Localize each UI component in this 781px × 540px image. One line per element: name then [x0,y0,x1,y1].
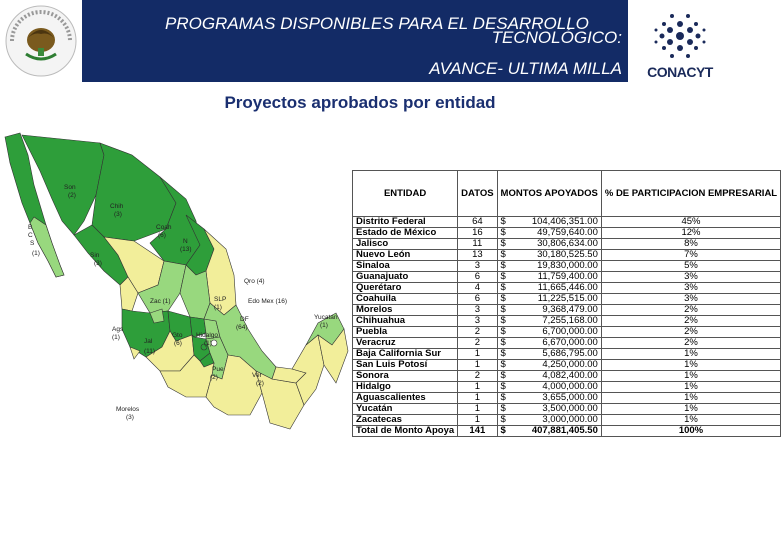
cell-currency: $ [497,371,513,382]
cell-currency: $ [497,349,513,360]
cell-participacion: 12% [601,228,780,239]
table-row [353,217,781,228]
table-row [353,294,781,305]
map-label: (2) [256,380,264,387]
cell-monto: 30,806,634.00 [513,239,602,250]
cell-monto: 19,830,000.00 [513,261,602,272]
map-label: (1) [214,304,222,311]
map-label: Pue [212,366,224,373]
cell-currency: $ [497,283,513,294]
cell-currency: $ [497,338,513,349]
cell-participacion: 3% [601,283,780,294]
cell-entidad: Distrito Federal [353,217,458,228]
cell-datos: 141 [458,426,497,437]
table-row [353,272,781,283]
map-label: Chih [110,203,124,210]
cell-datos: 4 [458,283,497,294]
cell-datos: 6 [458,272,497,283]
cell-datos: 3 [458,261,497,272]
map-label: (2) [68,192,76,199]
cell-participacion: 7% [601,250,780,261]
map-label: Sin [90,252,100,259]
column-header-entidad: ENTIDAD [353,171,458,217]
cell-datos: 16 [458,228,497,239]
cell-monto: 7,255,168.00 [513,316,602,327]
map-label: (1) [32,250,40,257]
table-row [353,261,781,272]
cell-currency: $ [497,404,513,415]
cell-monto: 30,180,525.50 [513,250,602,261]
cell-monto: 11,225,515.00 [513,294,602,305]
cell-monto: 4,250,000.00 [513,360,602,371]
cell-datos: 1 [458,360,497,371]
map-label: (6) [158,232,166,239]
cell-datos: 1 [458,349,497,360]
cell-currency: $ [497,228,513,239]
cell-entidad: Total de Monto Apoya [353,426,458,437]
cell-monto: 5,686,795.00 [513,349,602,360]
cell-participacion: 2% [601,327,780,338]
column-header-participacion: % DE PARTICIPACION EMPRESARIAL [601,171,780,217]
cell-monto: 3,655,000.00 [513,393,602,404]
cell-participacion: 2% [601,338,780,349]
cell-currency: $ [497,327,513,338]
table-row [353,360,781,371]
cell-participacion: 3% [601,294,780,305]
table-row [353,415,781,426]
table-total-row [353,426,781,437]
cell-monto: 4,082,400.00 [513,371,602,382]
cell-datos: 2 [458,327,497,338]
cell-participacion: 1% [601,349,780,360]
map-label: Morelos [116,406,140,413]
cell-datos: 13 [458,250,497,261]
cell-datos: 11 [458,239,497,250]
cell-currency: $ [497,393,513,404]
cell-entidad: Jalisco [353,239,458,250]
map-label: (6) [174,340,182,347]
cell-monto: 11,759,400.00 [513,272,602,283]
table-row [353,382,781,393]
map-label: Ver [252,372,262,379]
cell-monto: 3,000,000.00 [513,415,602,426]
cell-participacion: 1% [601,360,780,371]
map-label: (3) [114,211,122,218]
cell-datos: 2 [458,371,497,382]
map-label: (1) [112,334,120,341]
table-row [353,327,781,338]
page-subtitle: Proyectos aprobados por entidad [224,93,496,112]
table-row [353,250,781,261]
map-label: DF [240,316,249,323]
map-label: (64) [236,324,248,331]
cell-datos: 1 [458,404,497,415]
map-label: Jal [144,338,153,345]
cell-entidad: Nuevo León [353,250,458,261]
cell-monto: 11,665,446.00 [513,283,602,294]
map-label: (13) [180,246,192,253]
cell-monto: 6,670,000.00 [513,338,602,349]
table-row [353,371,781,382]
cell-datos: 2 [458,338,497,349]
map-label: C [28,232,33,239]
map-label: (1) [320,322,328,329]
map-label: (2) [210,374,218,381]
map-label: Coah [156,224,172,231]
cell-currency: $ [497,250,513,261]
cell-participacion: 1% [601,382,780,393]
cell-datos: 1 [458,382,497,393]
header-title-line2: TECNOLÓGICO: [491,28,622,47]
map-label: SLP [214,296,227,303]
table-row [353,239,781,250]
projects-table [352,170,781,437]
cell-participacion: 100% [601,426,780,437]
cell-monto: 6,700,000.00 [513,327,602,338]
cell-monto: 4,000,000.00 [513,382,602,393]
map-label: Edo Mex (16) [248,298,288,305]
map-label: Qro (4) [244,278,265,285]
cell-participacion: 3% [601,272,780,283]
cell-entidad: Guanajuato [353,272,458,283]
cell-participacion: 2% [601,316,780,327]
cell-entidad: Aguascalientes [353,393,458,404]
map-label: (3) [94,260,102,267]
cell-currency: $ [497,217,513,228]
cell-participacion: 1% [601,415,780,426]
cell-currency: $ [497,272,513,283]
map-label: (3) [126,414,134,421]
cell-currency: $ [497,316,513,327]
cell-currency: $ [497,382,513,393]
cell-currency: $ [497,294,513,305]
conacyt-logo-text: CONACYT [647,64,713,80]
cell-entidad: Veracruz [353,338,458,349]
cell-entidad: Chihuahua [353,316,458,327]
map-label: (1) [204,340,212,347]
cell-datos: 1 [458,393,497,404]
cell-currency: $ [497,239,513,250]
cell-participacion: 1% [601,371,780,382]
cell-entidad: Sonora [353,371,458,382]
cell-entidad: Puebla [353,327,458,338]
table-row [353,338,781,349]
cell-participacion: 45% [601,217,780,228]
cell-entidad: Zacatecas [353,415,458,426]
cell-currency: $ [497,426,513,437]
table-row [353,228,781,239]
map-label: Zac (1) [150,298,171,305]
cell-participacion: 8% [601,239,780,250]
cell-entidad: Morelos [353,305,458,316]
cell-currency: $ [497,305,513,316]
cell-datos: 3 [458,305,497,316]
cell-monto: 49,759,640.00 [513,228,602,239]
cell-entidad: Querétaro [353,283,458,294]
header-title-line3: AVANCE- ULTIMA MILLA [429,59,622,78]
map-label: Son [64,184,76,191]
cell-monto: 104,406,351.00 [513,217,602,228]
mexico-coat-of-arms-icon [4,4,78,78]
cell-entidad: Hidalgo [353,382,458,393]
map-state-baja-california-sur [30,217,64,277]
cell-entidad: Baja California Sur [353,349,458,360]
map-label: B [28,224,33,231]
table-row [353,283,781,294]
table-row [353,349,781,360]
map-label: S [30,240,35,247]
map-label: Ags [112,326,124,333]
map-label: Yucatan [314,314,338,321]
cell-datos: 1 [458,415,497,426]
map-label: Hidalgo [196,332,219,339]
cell-monto: 407,881,405.50 [513,426,602,437]
cell-currency: $ [497,360,513,371]
cell-participacion: 5% [601,261,780,272]
cell-currency: $ [497,415,513,426]
table-row [353,404,781,415]
table-row [353,305,781,316]
cell-participacion: 2% [601,305,780,316]
table-body [353,217,781,437]
cell-datos: 3 [458,316,497,327]
cell-entidad: Estado de México [353,228,458,239]
map-label: (11) [144,348,156,355]
map-label: N [183,238,188,245]
cell-entidad: Yucatán [353,404,458,415]
header-title-line1: PROGRAMAS DISPONIBLES PARA EL DESARROLLO [165,14,589,33]
column-header-datos: DATOS [458,171,497,217]
cell-currency: $ [497,261,513,272]
table-row [353,393,781,404]
cell-entidad: Coahuila [353,294,458,305]
cell-monto: 9,368,479.00 [513,305,602,316]
cell-datos: 64 [458,217,497,228]
header [0,0,720,82]
cell-participacion: 1% [601,404,780,415]
cell-participacion: 1% [601,393,780,404]
cell-datos: 6 [458,294,497,305]
table-row [353,316,781,327]
table-header-row [353,171,781,217]
cell-entidad: San Luis Potosí [353,360,458,371]
cell-monto: 3,500,000.00 [513,404,602,415]
map-label: Gto [172,332,183,339]
cell-entidad: Sinaloa [353,261,458,272]
column-header-montos: MONTOS APOYADOS [497,171,601,217]
